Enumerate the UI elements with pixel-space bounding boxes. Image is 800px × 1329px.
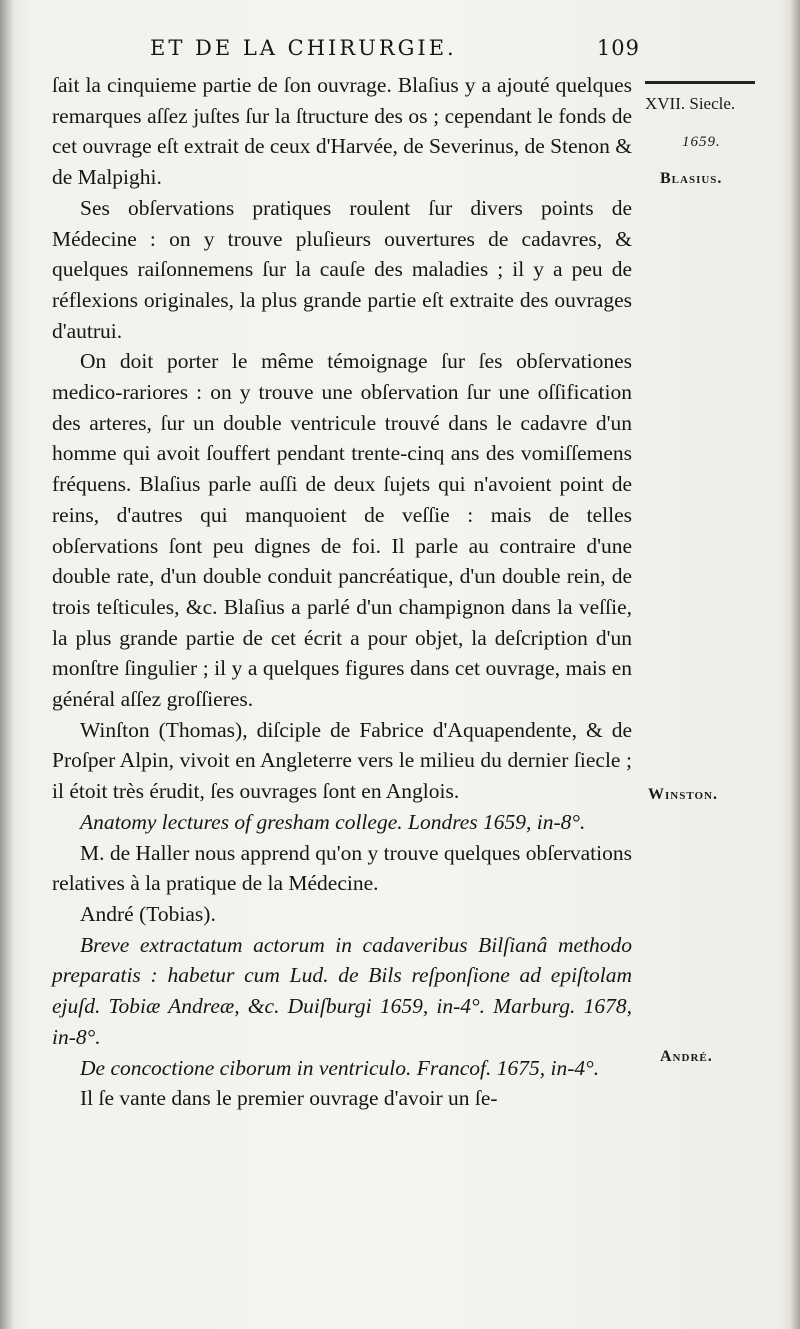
page-header [150,36,640,66]
margin-note-century: XVII. Siecle. [645,94,736,113]
margin-note-blasius: Blasius. [660,170,723,187]
paragraph-winston: Winſton (Thomas), diſciple de Fabrice d'Aquapendente, & de Proſper Alpin, vivoit en Angleterre vers le milieu du dernier ſiecle ; il étoit très érudit, ſes ouvrages ſont en Anglois. [52,717,632,804]
citation-breve-extractatum: Breve extractatum actorum in cadaveribus Bilſianâ methodo preparatis : habetur cum Lud. de Bils reſponſione ad epiſtolam ejuſd. Tobiæ Andreæ, &c. Duiſburgi 1659, in-4°. Marburg. 1678, in-8°. [52,932,632,1049]
margin-note-winston: Winston. [648,786,718,803]
citation-anatomy-lectures: Anatomy lectures of gresham college. Londres 1659, in-8°. [80,809,586,834]
page-right-edge-shadow [790,0,800,1329]
paragraph-andre-heading: André (Tobias). [80,901,216,926]
paragraph-observationes-medico: On doit porter le même témoignage ſur ſes obſervationes medico-rariores : on y trouve une obſervation ſur une oſſification des arteres, ſur un double ventricule trouvé dans le cadavre d'un homme qui avoit ſouffert pendant trente-cinq ans des vomiſſemens fréquens. Blaſius parle auſſi de deux ſujets qui n'avoient point de reins, d'autres qui manquoient de veſſie : mais de telles obſervations ſont peu dignes de foi. Il parle au contraire d'une double rate, d'un double conduit pancréatique, d'un double rein, de trois teſticules, &c. Blaſius a parlé d'un champignon dans la veſſie, la plus grande partie de cet écrit a pour objet, la deſcription d'un monſtre ſingulier ; il y a quelques figures dans cet ouvrage, mais en général aſſez groſſieres. [52,349,632,712]
citation-de-concoctione: De concoctione ciborum in ventriculo. Francof. 1675, in-4°. [80,1055,600,1080]
margin-note-year: 1659. [682,134,721,150]
paragraph-haller: M. de Haller nous apprend qu'on y trouve quelques obſervations relatives à la pratique de la Médecine. [52,840,632,896]
page-left-edge-shadow [0,0,14,1329]
running-title: ET DE LA CHIRURGIE. [150,36,457,60]
body-text [52,70,632,1114]
margin-note-andre: André. [660,1048,713,1065]
paragraph-observations: Ses obſervations pratiques roulent ſur divers points de Médecine : on y trouve pluſieurs ouvertures de cadavres, & quelques raiſonnemens ſur la cauſe des maladies ; il y a peu de réflexions originales, la plus grande partie eſt extraite des ouvrages d'autrui. [52,195,632,343]
page-number: 109 [596,36,640,60]
paragraph-blasius-continued: ſait la cinquieme partie de ſon ouvrage. Blaſius y a ajouté quelques remarques aſſez juſtes ſur la ſtructure des os ; cependant le fonds de cet ouvrage eſt extrait de ceux d'Harvée, de Severinus, de Stenon & de Malpighi. [52,73,632,190]
paragraph-final-line: Il ſe vante dans le premier ouvrage d'avoir un ſe- [80,1086,498,1111]
margin-rule [645,81,755,84]
